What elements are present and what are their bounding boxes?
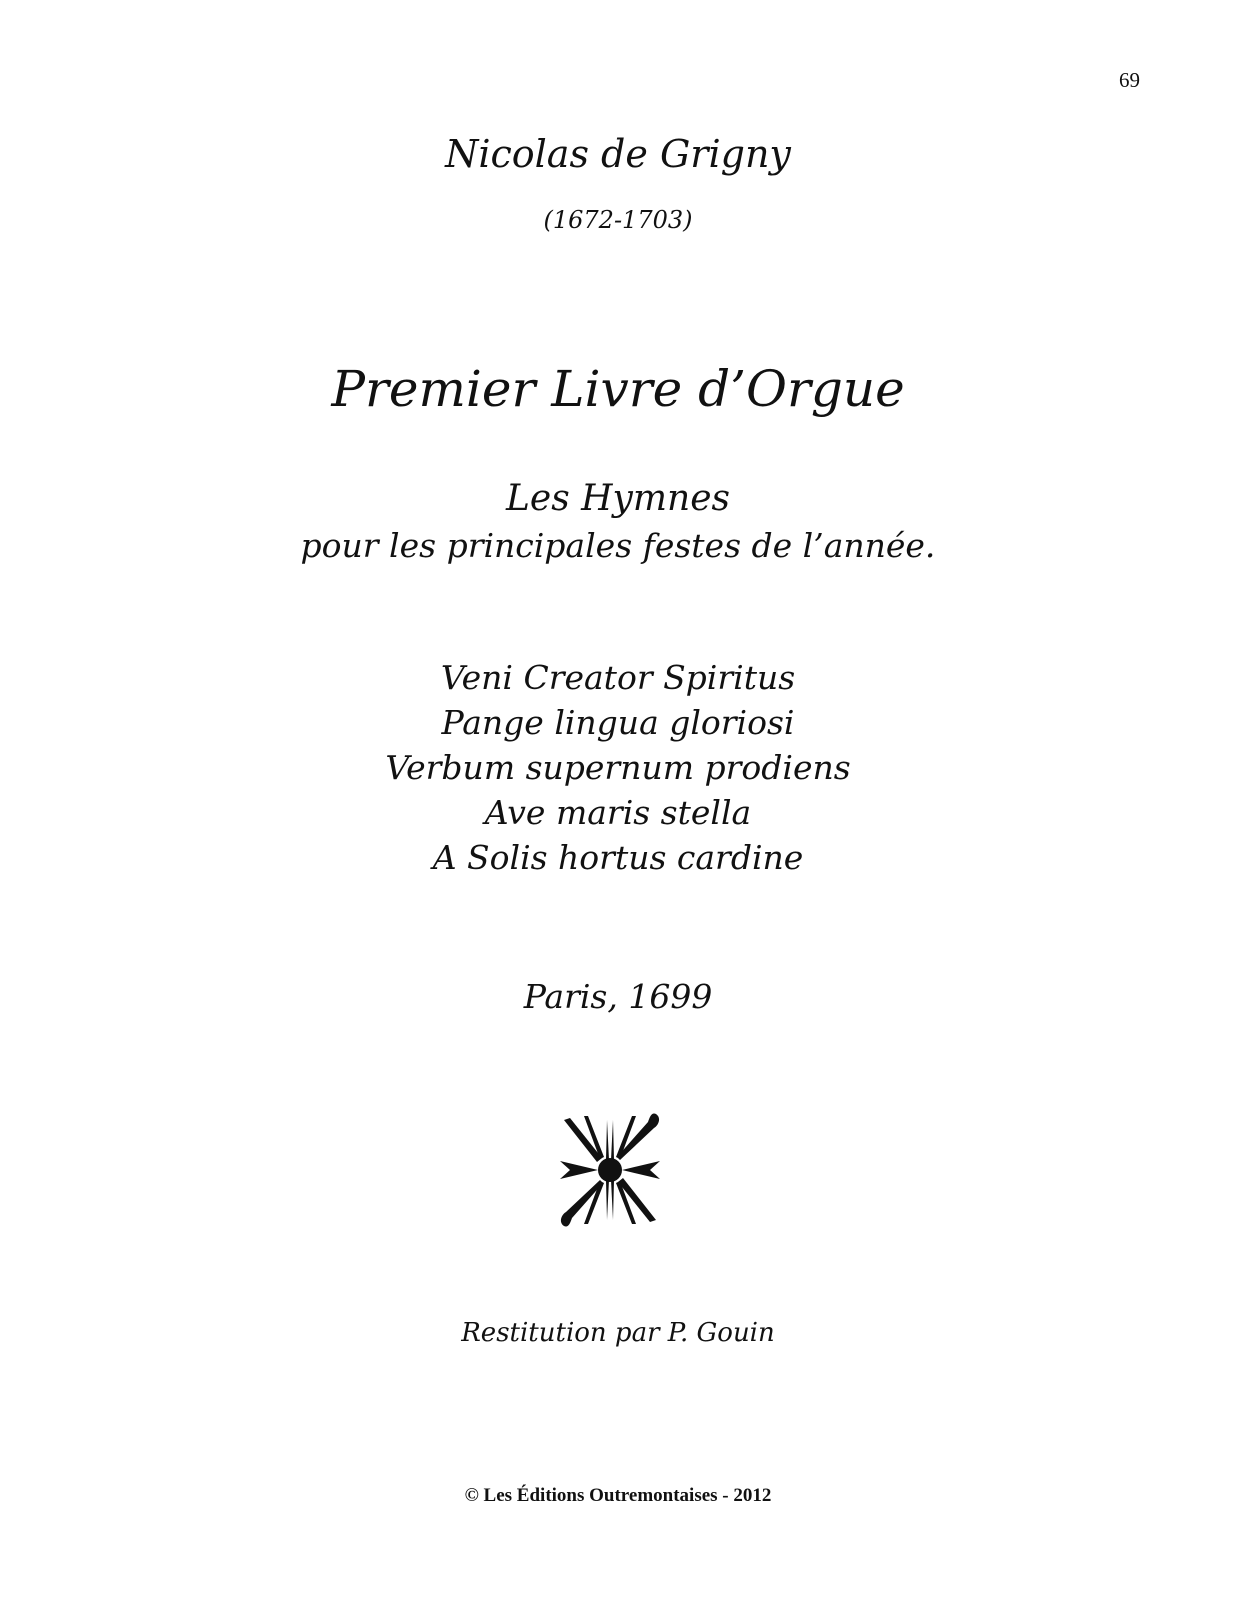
- hymn-list: [0, 655, 1236, 880]
- place-date: Paris, 1699: [523, 977, 713, 1016]
- hymn-item: Verbum supernum prodiens: [385, 748, 851, 787]
- subtitle: Les Hymnes: [506, 478, 730, 519]
- copyright-notice: © Les Éditions Outremontaises - 2012: [464, 1485, 772, 1506]
- restitution-credit: Restitution par P. Gouin: [461, 1318, 775, 1348]
- page-number: 69: [1119, 68, 1140, 92]
- subtitle-line-2: pour les principales festes de l’année.: [300, 526, 936, 565]
- hymn-item: Ave maris stella: [484, 793, 752, 832]
- composer-name: Nicolas de Grigny: [445, 132, 791, 176]
- composer-dates: (1672-1703): [543, 206, 693, 234]
- hymn-item: A Solis hortus cardine: [432, 838, 804, 877]
- hymn-item: Veni Creator Spiritus: [440, 658, 796, 697]
- hymn-item: Pange lingua gloriosi: [441, 703, 795, 742]
- book-title: Premier Livre d’Orgue: [331, 360, 905, 418]
- starburst-ornament-icon: [555, 1110, 665, 1230]
